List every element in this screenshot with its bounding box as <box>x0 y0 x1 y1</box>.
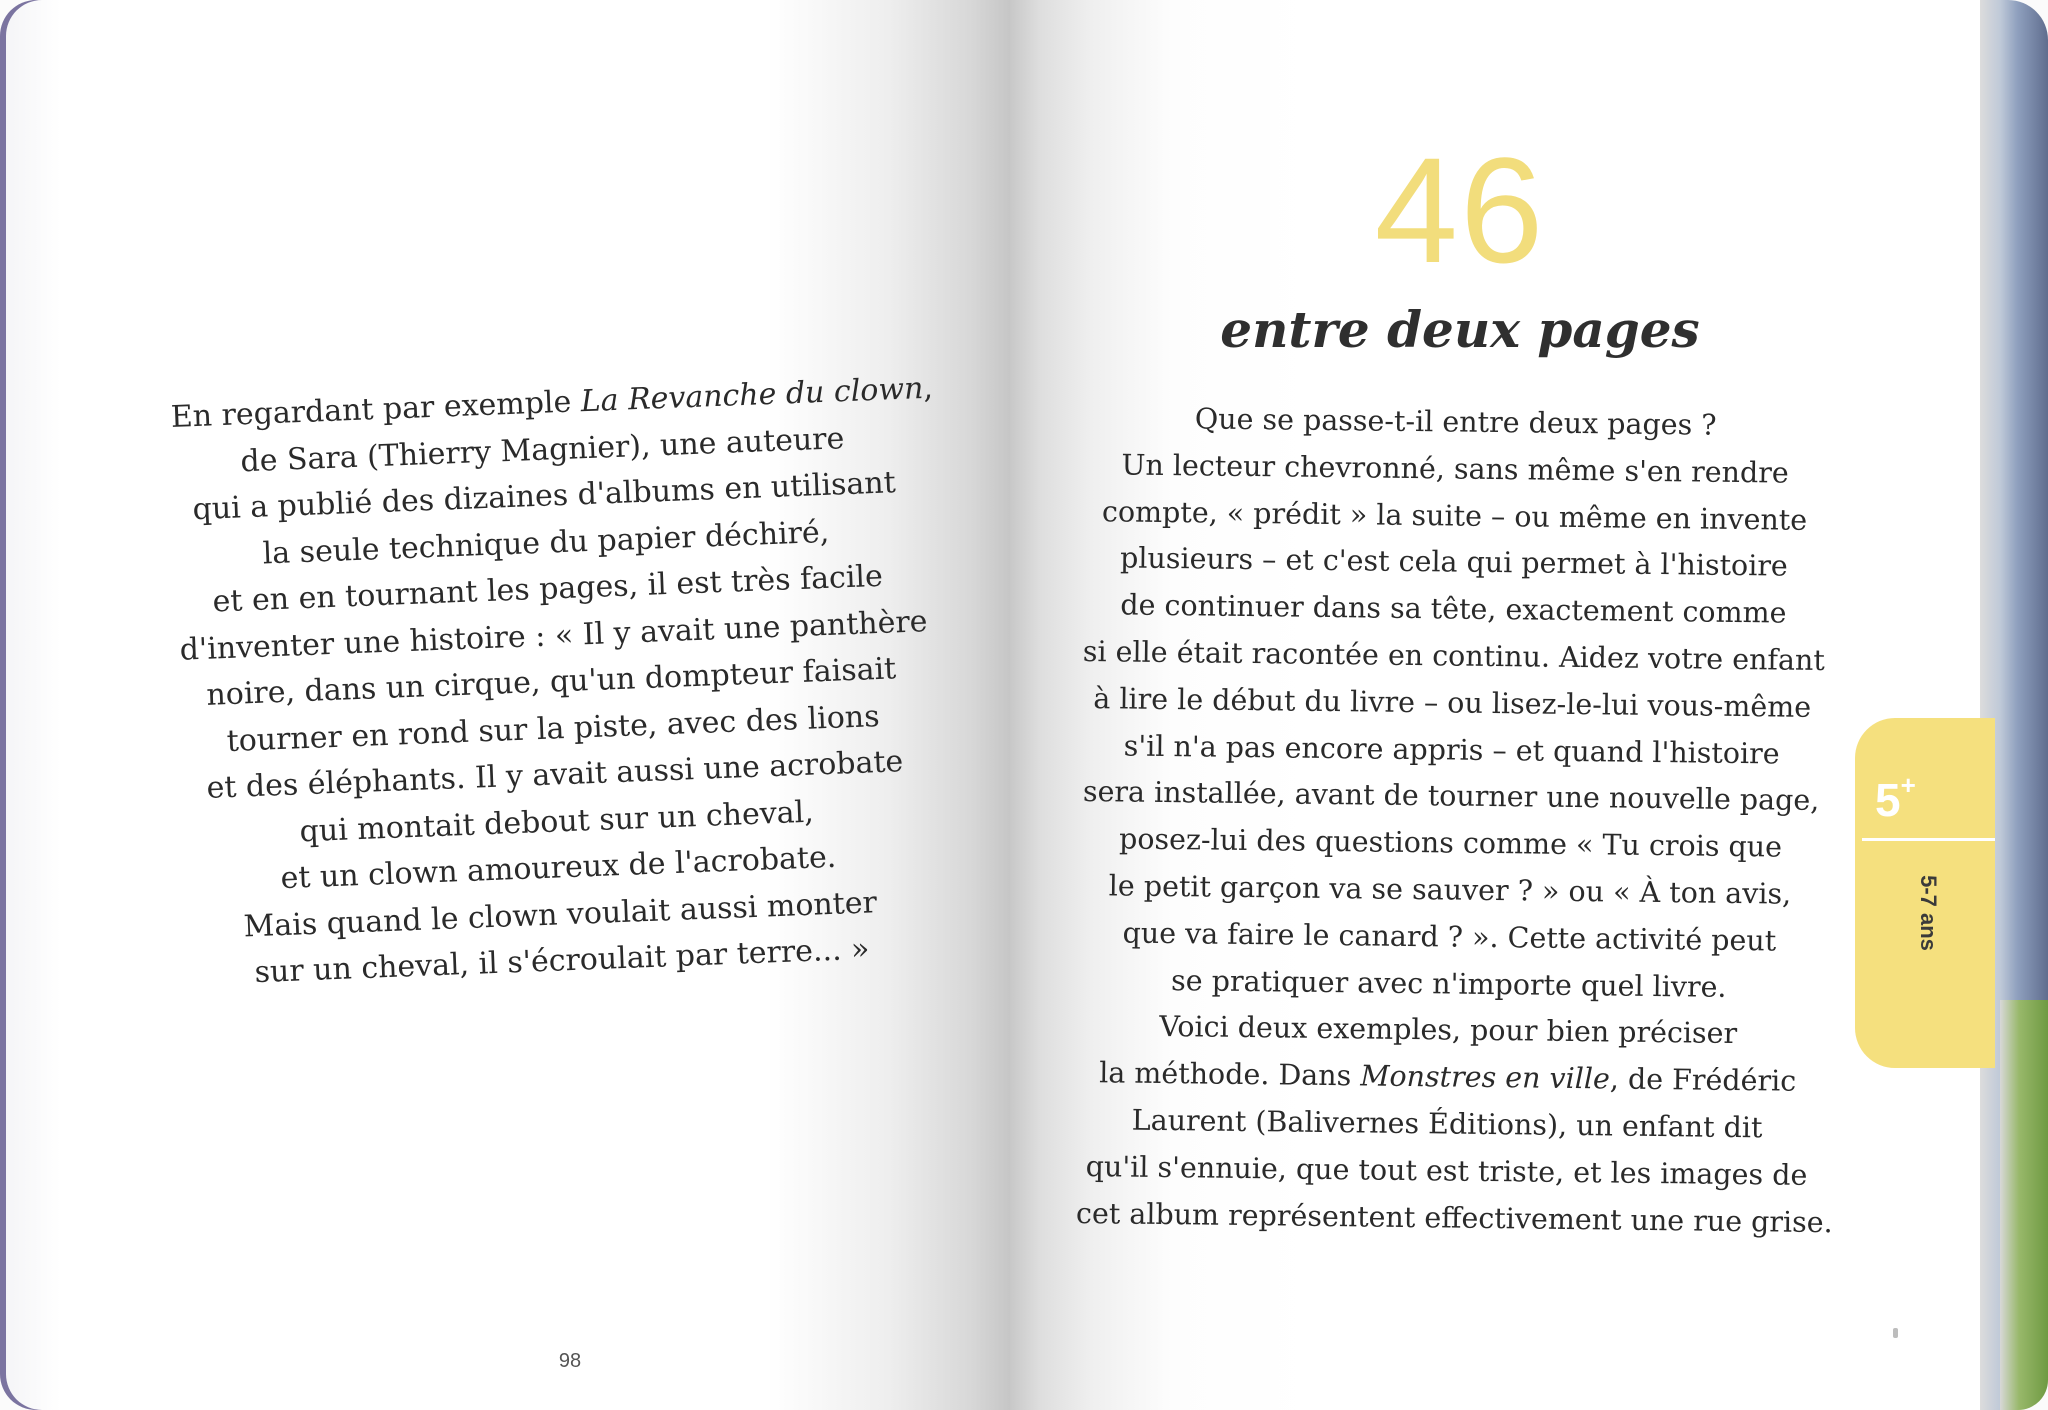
right-page-text-line: posez-lui des questions comme « Tu crois que <box>1118 822 1783 864</box>
right-page-text-line: la méthode. Dans Monstres en ville, de Frédéric <box>1098 1056 1797 1098</box>
right-page-text-line: que va faire le canard ? ». Cette activité peut <box>1122 916 1777 958</box>
right-page-text-line: à lire le début du livre – ou lisez-le-lui vous-même <box>1093 681 1812 724</box>
chapter-title: entre deux pages <box>1220 300 1700 359</box>
left-page-text-line: d'inventer une histoire : « Il y avait une panthère <box>179 603 929 668</box>
age-tab-age: 5+ <box>1875 770 1916 826</box>
age-tab-range: 5-7 ans <box>1916 875 1941 951</box>
page-edges-green-tab <box>2000 1000 2048 1410</box>
right-page-text-line: de continuer dans sa tête, exactement comme <box>1120 588 1787 630</box>
left-page-text-line: et en en tournant les pages, il est très facile <box>212 558 884 620</box>
left-page-text-line: sur un cheval, il s'écroulait par terre... » <box>253 931 871 991</box>
left-page-text-line: et un clown amoureux de l'acrobate. <box>279 839 837 897</box>
left-page-text-line: et des éléphants. Il y avait aussi une acrobate <box>205 744 904 806</box>
left-page <box>0 0 1010 1410</box>
right-page-text-line: qu'il s'ennuie, que tout est triste, et les images de <box>1085 1149 1808 1192</box>
right-page-text-line: se pratiquer avec n'importe quel livre. <box>1170 963 1727 1004</box>
page-number: 98 <box>558 1350 582 1372</box>
left-page-text-line: la seule technique du papier déchiré, <box>262 514 830 572</box>
left-page-text-line: Mais quand le clown voulait aussi monter <box>242 884 878 945</box>
right-page-text-line: le petit garçon va se sauver ? » ou « À ton avis, <box>1108 869 1792 911</box>
right-page-text-line: Voici deux exemples, pour bien préciser <box>1159 1010 1738 1051</box>
right-page-text-line: compte, « prédit » la suite – ou même en invente <box>1101 494 1808 537</box>
left-page-text-line: qui montait debout sur un cheval, <box>298 794 815 849</box>
chapter-number: 46 <box>1374 126 1546 294</box>
left-page-text-line: de Sara (Thierry Magnier), une auteure <box>239 420 845 479</box>
right-page-text-line: Un lecteur chevronné, sans même s'en rendre <box>1121 448 1789 490</box>
page-mark <box>1893 1328 1898 1338</box>
left-page-text-line: tourner en rond sur la piste, avec des lions <box>226 698 881 759</box>
right-page-text-line: Laurent (Balivernes Éditions), un enfant dit <box>1131 1103 1763 1145</box>
left-page-text-line: qui a publié des dizaines d'albums en utilisant <box>191 465 897 528</box>
right-page-text-line: s'il n'a pas encore appris – et quand l'histoire <box>1123 729 1780 771</box>
right-page-text <box>1075 395 1833 1246</box>
right-page-text-line: plusieurs – et c'est cela qui permet à l'histoire <box>1119 541 1789 583</box>
left-page-text <box>170 367 933 999</box>
right-page-text-line: Que se passe-t-il entre deux pages ? <box>1194 402 1717 442</box>
left-page-text-line: noire, dans un cirque, qu'un dompteur faisait <box>205 651 897 713</box>
right-page-text-line: si elle était racontée en continu. Aidez votre enfant <box>1082 634 1825 678</box>
right-page-text-line: sera installée, avant de tourner une nouvelle page, <box>1082 775 1820 818</box>
right-page-text-line: cet album représentent effectivement une rue grise. <box>1075 1196 1833 1239</box>
left-page-text-line: En regardant par exemple La Revanche du clown, <box>170 370 934 435</box>
age-tab-divider <box>1862 838 1995 841</box>
